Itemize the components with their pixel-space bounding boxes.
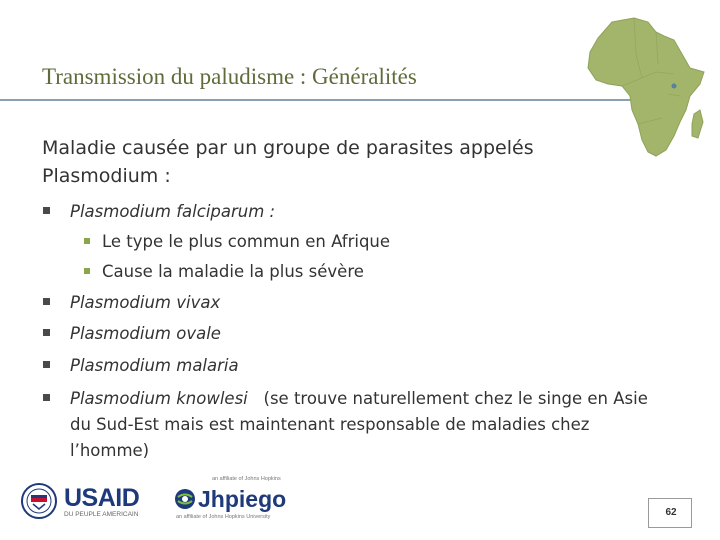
square-bullet-icon bbox=[43, 361, 50, 368]
species-knowlesi: Plasmodium knowlesi bbox=[70, 389, 248, 408]
slide-title: Transmission du paludisme : Généralités bbox=[42, 64, 417, 89]
jhpiego-top-line: an affiliate of Johns Hopkins bbox=[212, 476, 281, 482]
intro-text: Maladie causée par un groupe de parasites appelés Plasmodium : bbox=[42, 137, 534, 187]
sub-bullet-severe-text: Cause la maladie la plus sévère bbox=[102, 262, 364, 281]
knowlesi-note: (se trouve naturellement chez le singe en Asie du Sud-Est mais est maintenant responsable de maladies chez l’homme) bbox=[70, 389, 648, 460]
square-bullet-icon bbox=[43, 207, 50, 214]
page-number-box bbox=[648, 498, 692, 528]
sub-bullet-common-text: Le type le plus commun en Afrique bbox=[102, 232, 391, 251]
square-bullet-icon bbox=[43, 298, 50, 305]
footer-logos bbox=[20, 478, 290, 528]
usaid-tagline: DU PEUPLE AMERICAIN bbox=[64, 511, 139, 518]
jhpiego-logo-text: Jhpiego bbox=[198, 486, 287, 512]
square-bullet-icon bbox=[43, 394, 50, 401]
square-bullet-icon bbox=[84, 238, 90, 244]
usaid-seal-icon bbox=[20, 482, 58, 520]
bullet-item-falciparum bbox=[70, 199, 275, 225]
square-bullet-icon bbox=[84, 268, 90, 274]
jhpiego-tagline: an affiliate of Johns Hopkins University bbox=[176, 514, 271, 520]
sub-bullet-item-common bbox=[102, 229, 390, 255]
sub-bullet-item-severe bbox=[102, 259, 364, 285]
species-ovale: Plasmodium ovale bbox=[70, 324, 221, 343]
square-bullet-icon bbox=[43, 329, 50, 336]
usaid-logo-text: USAID bbox=[64, 484, 140, 512]
bullet-item-vivax bbox=[70, 290, 220, 316]
species-falciparum: Plasmodium falciparum : bbox=[70, 202, 276, 221]
page-number: 62 bbox=[665, 507, 677, 518]
bullet-item-malaria bbox=[70, 353, 239, 379]
species-vivax: Plasmodium vivax bbox=[70, 293, 221, 312]
jhpiego-globe-icon bbox=[174, 488, 196, 510]
bullet-item-knowlesi bbox=[70, 386, 670, 464]
bullet-item-ovale bbox=[70, 321, 221, 347]
species-malaria: Plasmodium malaria bbox=[70, 356, 239, 375]
title-divider bbox=[0, 99, 640, 101]
